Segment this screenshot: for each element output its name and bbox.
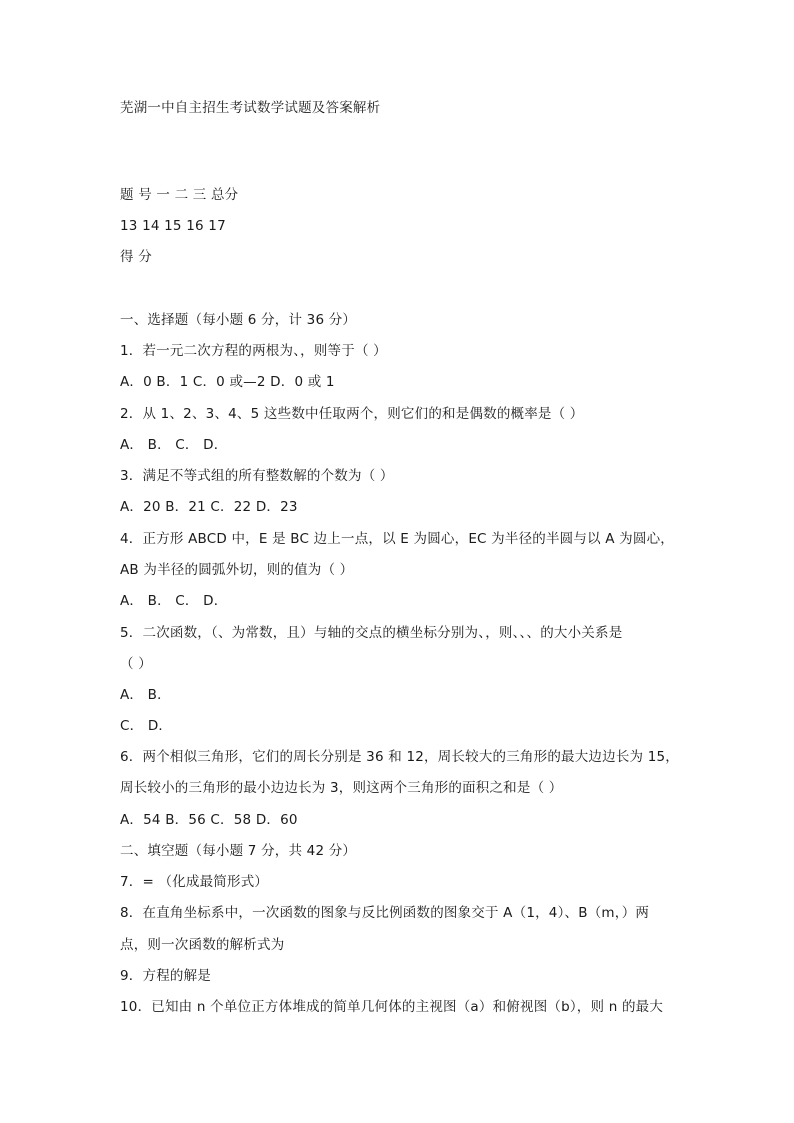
answer-options-line: C． D． <box>120 718 173 734</box>
question-line: 6．两个相似三角形，它们的周长分别是 36 和 12，周长较大的三角形的最大边边长为 15， <box>120 749 679 765</box>
section1-heading: 一、选择题（每小题 6 分，计 36 分） <box>120 312 357 328</box>
score-table-number-row: 13 14 15 16 17 <box>120 218 226 234</box>
question-line: 1．若一元二次方程的两根为、，则等于（ ） <box>120 343 387 359</box>
answer-options-line: A．20 B．21 C．22 D．23 <box>120 499 298 515</box>
question-line: 2．从 1、2、3、4、5 这些数中任取两个，则它们的和是偶数的概率是（ ） <box>120 406 584 422</box>
question-line-continued: 点，则一次函数的解析式为 <box>120 937 285 953</box>
document-title: 芜湖一中自主招生考试数学试题及答案解析 <box>120 100 381 116</box>
question-line: 7．= （化成最简形式） <box>120 874 269 890</box>
answer-options-line: A． B． <box>120 687 171 703</box>
question-line-continued: AB 为半径的圆弧外切，则的值为（ ） <box>120 562 354 578</box>
score-table-score-row: 得 分 <box>120 249 152 265</box>
answer-options-line: A．0 B．1 C．0 或—2 D．0 或 1 <box>120 374 335 390</box>
section2-heading: 二、填空题（每小题 7 分，共 42 分） <box>120 843 357 859</box>
question-line: 3．满足不等式组的所有整数解的个数为（ ） <box>120 468 394 484</box>
score-table-header-row: 题 号 一 二 三 总分 <box>120 187 239 203</box>
question-line: 9．方程的解是 <box>120 968 211 984</box>
question-line: 8．在直角坐标系中，一次函数的图象与反比例函数的图象交于 A（1，4）、B（m，）两 <box>120 905 650 921</box>
answer-options-line: A． B． C． D． <box>120 593 228 609</box>
answer-options-line: A． B． C． D． <box>120 437 228 453</box>
question-line-continued: 周长较小的三角形的最小边边长为 3，则这两个三角形的面积之和是（ ） <box>120 780 563 796</box>
question-line: 10．已知由 n 个单位正方体堆成的简单几何体的主视图（a）和俯视图（b），则 n 的最大 <box>120 999 664 1015</box>
question-line: 5．二次函数，（、为常数，且）与轴的交点的横坐标分别为、，则、、、的大小关系是 <box>120 625 623 641</box>
answer-options-line: A．54 B．56 C．58 D．60 <box>120 812 298 828</box>
question-line: 4．正方形 ABCD 中，E 是 BC 边上一点，以 E 为圆心，EC 为半径的半圆与以 A 为圆心， <box>120 531 674 547</box>
question-line-continued: （ ） <box>120 656 152 672</box>
